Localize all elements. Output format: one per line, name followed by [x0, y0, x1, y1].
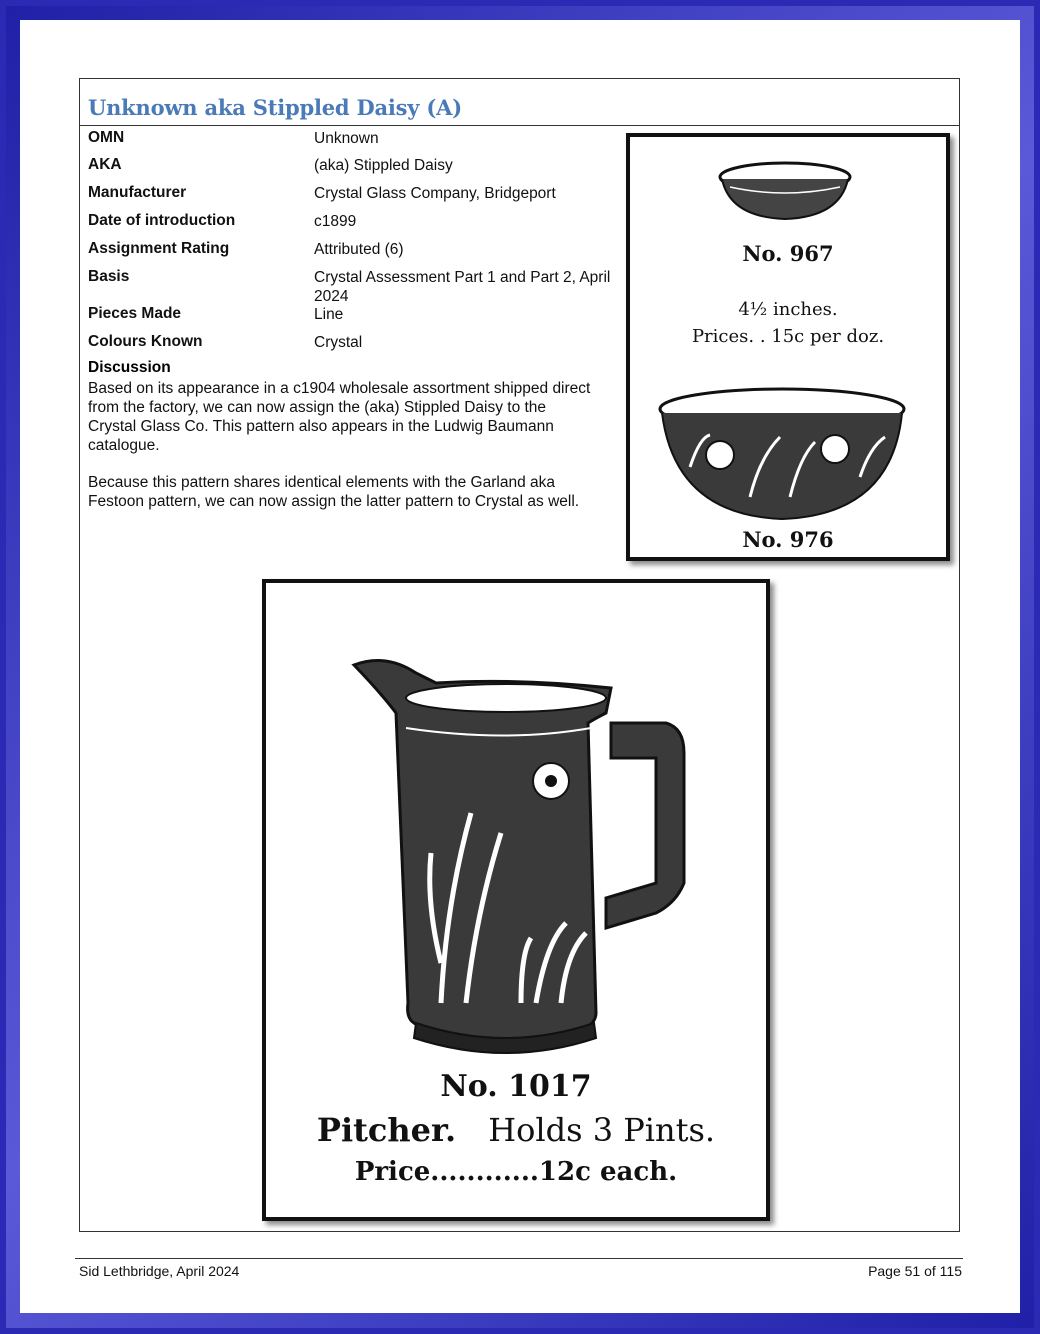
- catalog-item-967: No. 967: [742, 241, 834, 266]
- field-label: Manufacturer: [88, 184, 187, 201]
- field-value: Unknown: [314, 130, 379, 147]
- field-label: Basis: [88, 268, 130, 285]
- field-label: Colours Known: [88, 333, 203, 350]
- pitcher-capacity: Holds 3 Pints.: [488, 1111, 716, 1149]
- field-value: (aka) Stippled Daisy: [314, 157, 453, 174]
- catalog-price: Prices. . 15c per doz.: [691, 326, 885, 347]
- field-value: Crystal: [314, 334, 363, 351]
- footer-divider: [75, 1258, 963, 1259]
- discussion-heading: Discussion: [88, 359, 171, 376]
- field-label: OMN: [88, 129, 125, 146]
- catalog-pitcher-image: [262, 579, 770, 1221]
- catalog-item-1017: No. 1017: [440, 1069, 592, 1104]
- field-label: AKA: [88, 156, 122, 173]
- footer-page-number: Page 51 of 115: [868, 1263, 962, 1279]
- field-value: c1899: [314, 213, 357, 230]
- large-bowl-drawing: [660, 389, 904, 519]
- pitcher-name: Pitcher.: [316, 1111, 457, 1149]
- field-value: Crystal Assessment Part 1 and Part 2, April 2024: [314, 269, 611, 305]
- discussion-paragraph: Based on its appearance in a c1904 wholesale assortment shipped direct from the factory, we can now assign the (aka) Stippled Daisy to the Crystal Glass Co. This pattern also appears in the Ludwig Baumann catalogue.: [88, 380, 591, 454]
- field-value: Crystal Glass Company, Bridgeport: [314, 185, 556, 202]
- page-title: Unknown aka Stippled Daisy (A): [88, 95, 462, 120]
- title-divider: [80, 125, 959, 126]
- catalog-pitcher-desc: [266, 1111, 766, 1149]
- field-label: Date of introduction: [88, 212, 236, 229]
- field-label: Pieces Made: [88, 305, 182, 322]
- footer-author: Sid Lethbridge, April 2024: [79, 1263, 240, 1279]
- field-value: Attributed (6): [314, 241, 404, 258]
- catalog-bowls-image: [626, 133, 950, 561]
- discussion-paragraph: Because this pattern shares identical elements with the Garland aka Festoon pattern, we can now assign the latter pattern to Crystal as well.: [88, 474, 580, 510]
- content-box: [79, 78, 960, 1232]
- catalog-size: 4½ inches.: [738, 299, 838, 320]
- field-value: Line: [314, 306, 344, 323]
- document-page: [20, 20, 1020, 1313]
- catalog-pitcher-price: Price............12c each.: [354, 1157, 678, 1187]
- small-bowl-drawing: [720, 163, 850, 219]
- bowl-illustrations: [630, 137, 946, 557]
- catalog-item-976: No. 976: [742, 527, 834, 552]
- field-label: Assignment Rating: [88, 240, 230, 257]
